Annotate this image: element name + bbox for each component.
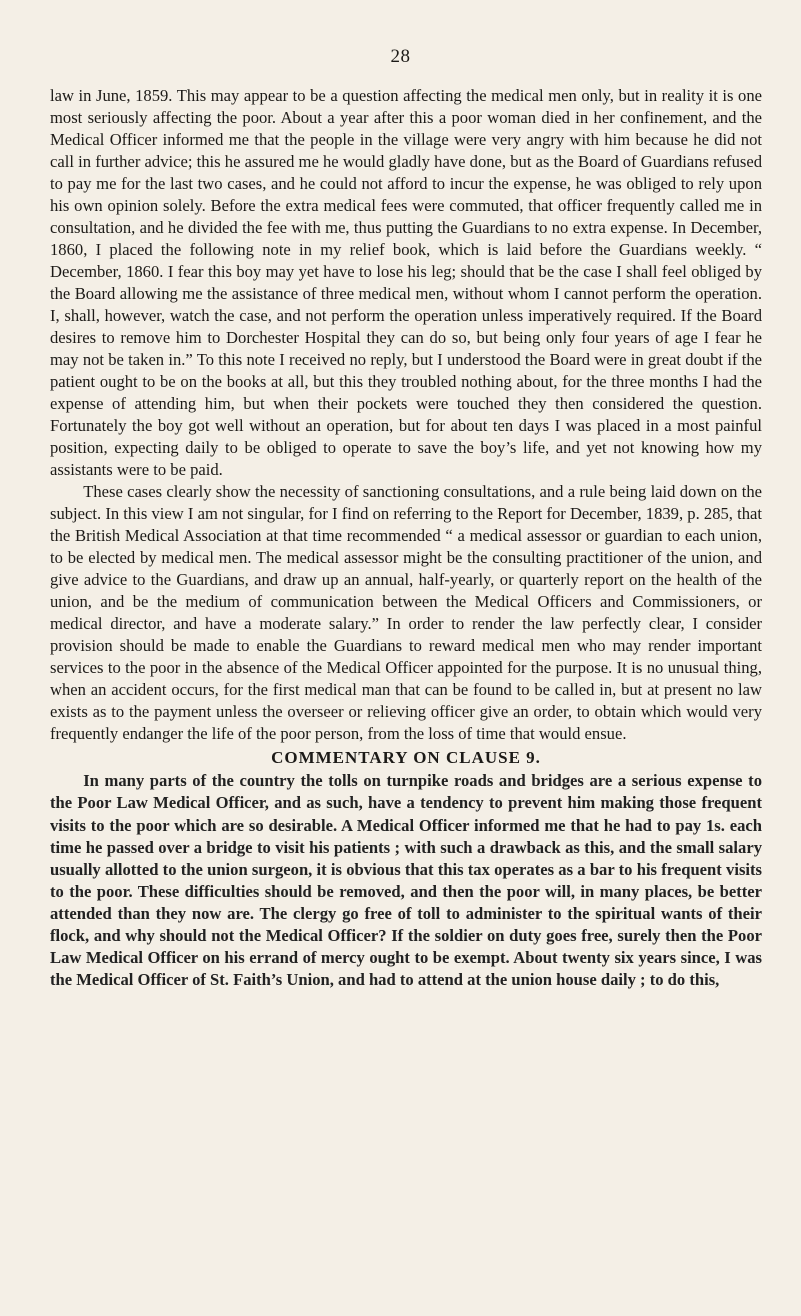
section-heading: COMMENTARY ON CLAUSE 9.	[271, 748, 541, 768]
page-number: 28	[390, 46, 411, 67]
paragraph-tolls: In many parts of the country the tolls on turnpike roads and bridges are a serious expense to the Poor Law Medical Officer, and as such, have a tendency to prevent him making those frequent visits to the poor which are so desirable. A Medical Officer informed me that he had to pay 1s. each time he passed over a bridge to visit his patients ; with such a drawback as this, and the small salary usually allotted to the union surgeon, it is obvious that this tax operates as a bar to his frequent visits to the poor. These difficulties should be removed, and then the poor will, in many places, be better attended than they now are. The clergy go free of toll to administer to the spiritual wants of their flock, and why should not the Medical Officer? If the soldier on duty goes free, surely then the Poor Law Medical Officer on his errand of mercy ought to be exempt. About twenty six years since, I was the Medical Officer of St. Faith’s Union, and had to attend at the union house daily ; to do this,	[50, 771, 762, 989]
paragraph-medical-assessor: These cases clearly show the necessity of sanctioning consultations, and a rule being laid down on the subject. In this view I am not singular, for I find on referring to the Report for December, 1839, p. 285, that the British Medical Association at that time recommended “ a medical assessor or guardian to each union, to be elected by medical men. The medical assessor might be the consulting practitioner of the union, and give advice to the Guardians, and draw up an annual, half-yearly, or quarterly report on the health of the union, and be the medium of communication between the Medical Officers and Commissioners, or medical director, and have a moderate salary.” In order to render the law perfectly clear, I consider provision should be made to enable the Guardians to reward medical men who may render important services to the poor in the absence of the Medical Officer appointed for the purpose. It is no unusual thing, when an accident occurs, for the first medical man that can be found to be called in, but at present no law exists as to the payment unless the overseer or relieving officer give an order, to obtain which would very frequently endanger the life of the poor person, from the loss of time that would ensue.	[50, 482, 762, 744]
paragraph-consultation-case: law in June, 1859. This may appear to be a question affecting the medical men only, but in reality it is one most seriously affecting the poor. About a year after this a poor woman died in her confinement, and the Medical Officer informed me that the people in the village were very angry with him because he did not call in further advice; this he assured me he would gladly have done, but as the Board of Guardians refused to pay me for the last two cases, and he could not afford to incur the expense, he was obliged to rely upon his own opinion solely. Before the extra medical fees were commuted, that officer frequently called me in consultation, and he divided the fee with me, thus putting the Guardians to no extra expense. In December, 1860, I placed the following note in my relief book, which is laid before the Guardians weekly. “ December, 1860. I fear this boy may yet have to lose his leg; should that be the case I shall feel obliged by the Board allowing me the assistance of three medical men, without whom I cannot perform the operation. I, shall, however, watch the case, and not perform the operation unless imperatively required. If the Board desires to remove him to Dorchester Hospital they can do so, but being only four years of age I fear he may not be taken in.” To this note I received no reply, but I understood the Board were in great doubt if the patient ought to be on the books at all, but this they troubled nothing about, for the three months I had the expense of attending him, but when their pockets were touched they then considered the question. Fortunately the boy got well without an operation, but for about ten days I was placed in a most painful position, expecting daily to be obliged to operate to save the boy’s life, and yet not knowing how my assistants were to be paid.	[50, 86, 762, 480]
body-text	[50, 85, 762, 991]
